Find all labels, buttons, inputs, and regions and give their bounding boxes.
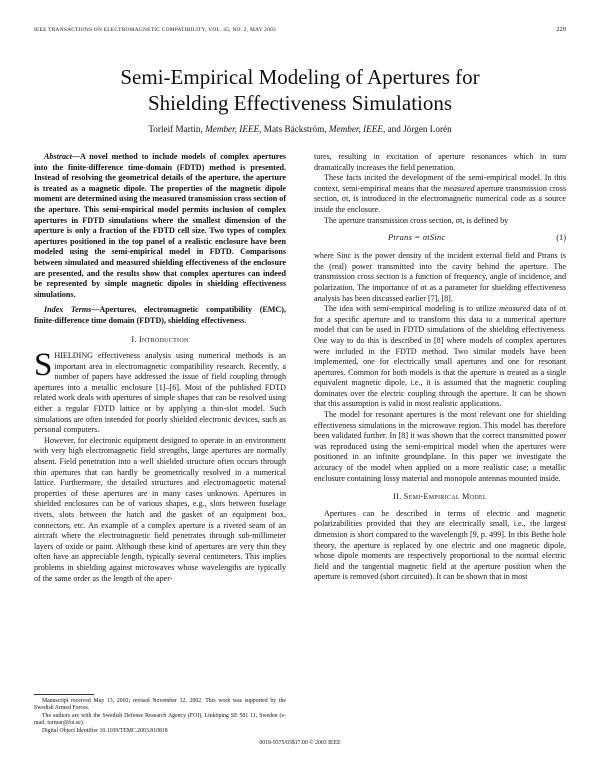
abstract-text: A novel method to include models of complex apertures into the finite-difference time-domain (FDTD) method is presented. Instead of resolving the geometrical details of the aperture, the aperture is treated as a magnetic dipole. The properties of the magnetic dipole moment are determined using the measured transmission cross section of the aperture. This semi-empirical model permits inclusion of complex apertures in FDTD simulations where the smallest dimension of the aperture is only a fraction of the FDTD cell size. Two types of complex apertures positioned in the top panel of a realistic enclosure have been modeled using the semi-empirical model in FDTD. Comparisons between simulated and measured shielding effectiveness of the enclosure are presented, and the results show that complex apertures can indeed be represented by simple magnetic dipoles in shielding effectiveness simulations. — [34, 152, 287, 299]
journal-header: IEEE TRANSACTIONS ON ELECTROMAGNETIC COMPATIBILITY, VOL. 45, NO. 2, MAY 2003 — [34, 27, 276, 33]
title-line-2: Shielding Effectiveness Simulations — [147, 91, 453, 115]
equation-1 — [314, 231, 566, 247]
title-line-1: Semi-Empirical Modeling of Apertures for — [120, 65, 480, 89]
right-paragraph-2: These facts incited the development of the semi-empirical model. In this context, semi-empirical means that the measured aperture transmission cross section, σt, is introduced in the electromagnetic numerical code as a source inside the enclosure. — [314, 173, 566, 214]
abstract-label: Abstract— — [44, 152, 80, 161]
page-number: 229 — [556, 26, 566, 33]
footnote-doi: Digital Object Identifier 10.1109/TEMC.2003.810818 — [42, 727, 168, 734]
author-3: , and Jörgen Lorén — [382, 124, 452, 134]
paper-title — [34, 64, 566, 116]
footnote-manuscript: Manuscript received May 13, 2002; revised November 12, 2002. This work was supported by the Swedish Armed Forces. — [34, 698, 286, 712]
right-paragraph-1: tures, resulting in excitation of aperture resonances which in turn dramatically increases the field penetration. — [314, 152, 566, 172]
right-paragraph-5: The idea with semi-empirical modeling is to utilize measured data of σt for a specific aperture and to transform this data to a numerical aperture model that can be used in FDTD simulations of the shielding effectiveness. One way to do this is described in [8] where models of complex apertures were included in the FDTD method. Two similar models have been implemented, one for electrically small apertures and one for resonant apertures. Common for both models is that the aperture is treated as a single equivalent magnetic dipole, i.e., it is assumed that the magnetic coupling dominates over the electric coupling through the aperture. It can be shown that this assumption is valid in most realistic applications. — [314, 304, 566, 409]
right-paragraph-3: The aperture transmission cross section, σt, is defined by — [324, 215, 509, 225]
right-paragraph-6: The model for resonant apertures is the most relevant one for shielding effectiveness simulations in the microwave region. This model has therefore been validated further. In [8] it was shown that the correct transmitted power was reproduced using the semi-empirical model when the apertures were positioned in an infinite groundplane. In this paper we investigate the accuracy of the model when applied on a more realistic case; a metallic enclosure containing lossy material and monopole antennas mounted inside. — [314, 410, 566, 483]
left-column — [34, 152, 286, 584]
author-2-membership: Member, IEEE — [328, 124, 383, 134]
right-column — [314, 152, 566, 583]
footnote-affiliation: The authors are with the Swedish Defense Research Agency (FOI), Linköping SE 581 11, Sweden (e-mail: tormar@foi.se). — [34, 712, 286, 727]
author-2: , Mats Bäckström, — [259, 124, 329, 134]
equation-body: Ptrans = σtSinc — [388, 233, 446, 243]
intro-paragraph-1: SHIELDING effectiveness analysis using numerical methods is an important area in electromagnetic compatibility research. Recently, a number of papers have addressed the issue of field coupling through apertures into a metallic enclosure [1]–[6]. Most of the published FDTD related work deals with apertures of simple shapes that can be resolved using either a regular FDTD lattice or by applying a thin-slot model. Such simulations are often intended for poorly shielded electronic devices, such as personal computers. — [34, 347, 286, 435]
index-terms-text: Apertures, electromagnetic compatibility (EMC), finite-difference time domain (FDTD), shielding effectiveness. — [34, 305, 286, 325]
drop-cap: S — [34, 347, 53, 384]
index-terms — [34, 305, 286, 326]
right-paragraph-4: where Sinc is the power density of the incident external field and Ptrans is the (real) power transmitted into the cavity behind the aperture. The transmission cross section is a function of frequency, angle of incidence, and polarization. The importance of σt as a parameter for shielding effectiveness analysis has been discussed earlier [7], [8]. — [314, 251, 566, 303]
author-list — [34, 124, 566, 134]
author-1: Torleif Martin, — [148, 124, 206, 134]
author-1-membership: Member, IEEE — [205, 124, 260, 134]
footnotes — [34, 698, 286, 735]
footnote-rule — [34, 694, 94, 695]
equation-number: (1) — [556, 233, 566, 243]
copyright-line: 0018-9375/03$17.00 © 2003 IEEE — [259, 740, 341, 746]
index-terms-label: Index Terms— — [44, 305, 100, 315]
section-heading-introduction: I. Introduction — [131, 334, 189, 344]
section-heading-semi-empirical-model: II. Semi-Empirical Model — [393, 492, 487, 502]
abstract — [34, 152, 286, 300]
intro-paragraph-2: However, for electronic equipment designed to operate in an environment with very high electromagnetic field strengths, large apertures are normally absent. Field penetration into a well shielded structure often occurs through thin apertures that can hardly be geometrically resolved in a numerical lattice. Furthermore, the detailed structures and electromagnetic material properties of these apertures are in many cases unknown. Apertures in shielded enclosures can be of various shapes, e.g., slots between fuselage rivets, slots between the hatch and the gasket of an equipment box, connectors, etc. An example of a complex aperture is a riveted seam of an aircraft where the electromagnetic field penetrates through sub-millimeter layers of oxide or paint. Although these kind of apertures are very thin they often have an appreciable length, typically several centimeters. This implies problems in shielding against microwaves whose wavelengths are typically of the same order as the length of the aper- — [34, 435, 286, 583]
model-paragraph-1: Apertures can be described in terms of electric and magnetic polarizabilities provided that they are electrically small, i.e., the largest dimension is short compared to the wavelength [9, p. 499]. In this Bethe hole theory, the aperture is replaced by one electric and one magnetic dipole, whose dipole moments are respectively proportional to the normal electric field and the tangential magnetic field at the aperture position when the aperture is removed (short circuited). It can be shown that in most — [314, 508, 566, 582]
